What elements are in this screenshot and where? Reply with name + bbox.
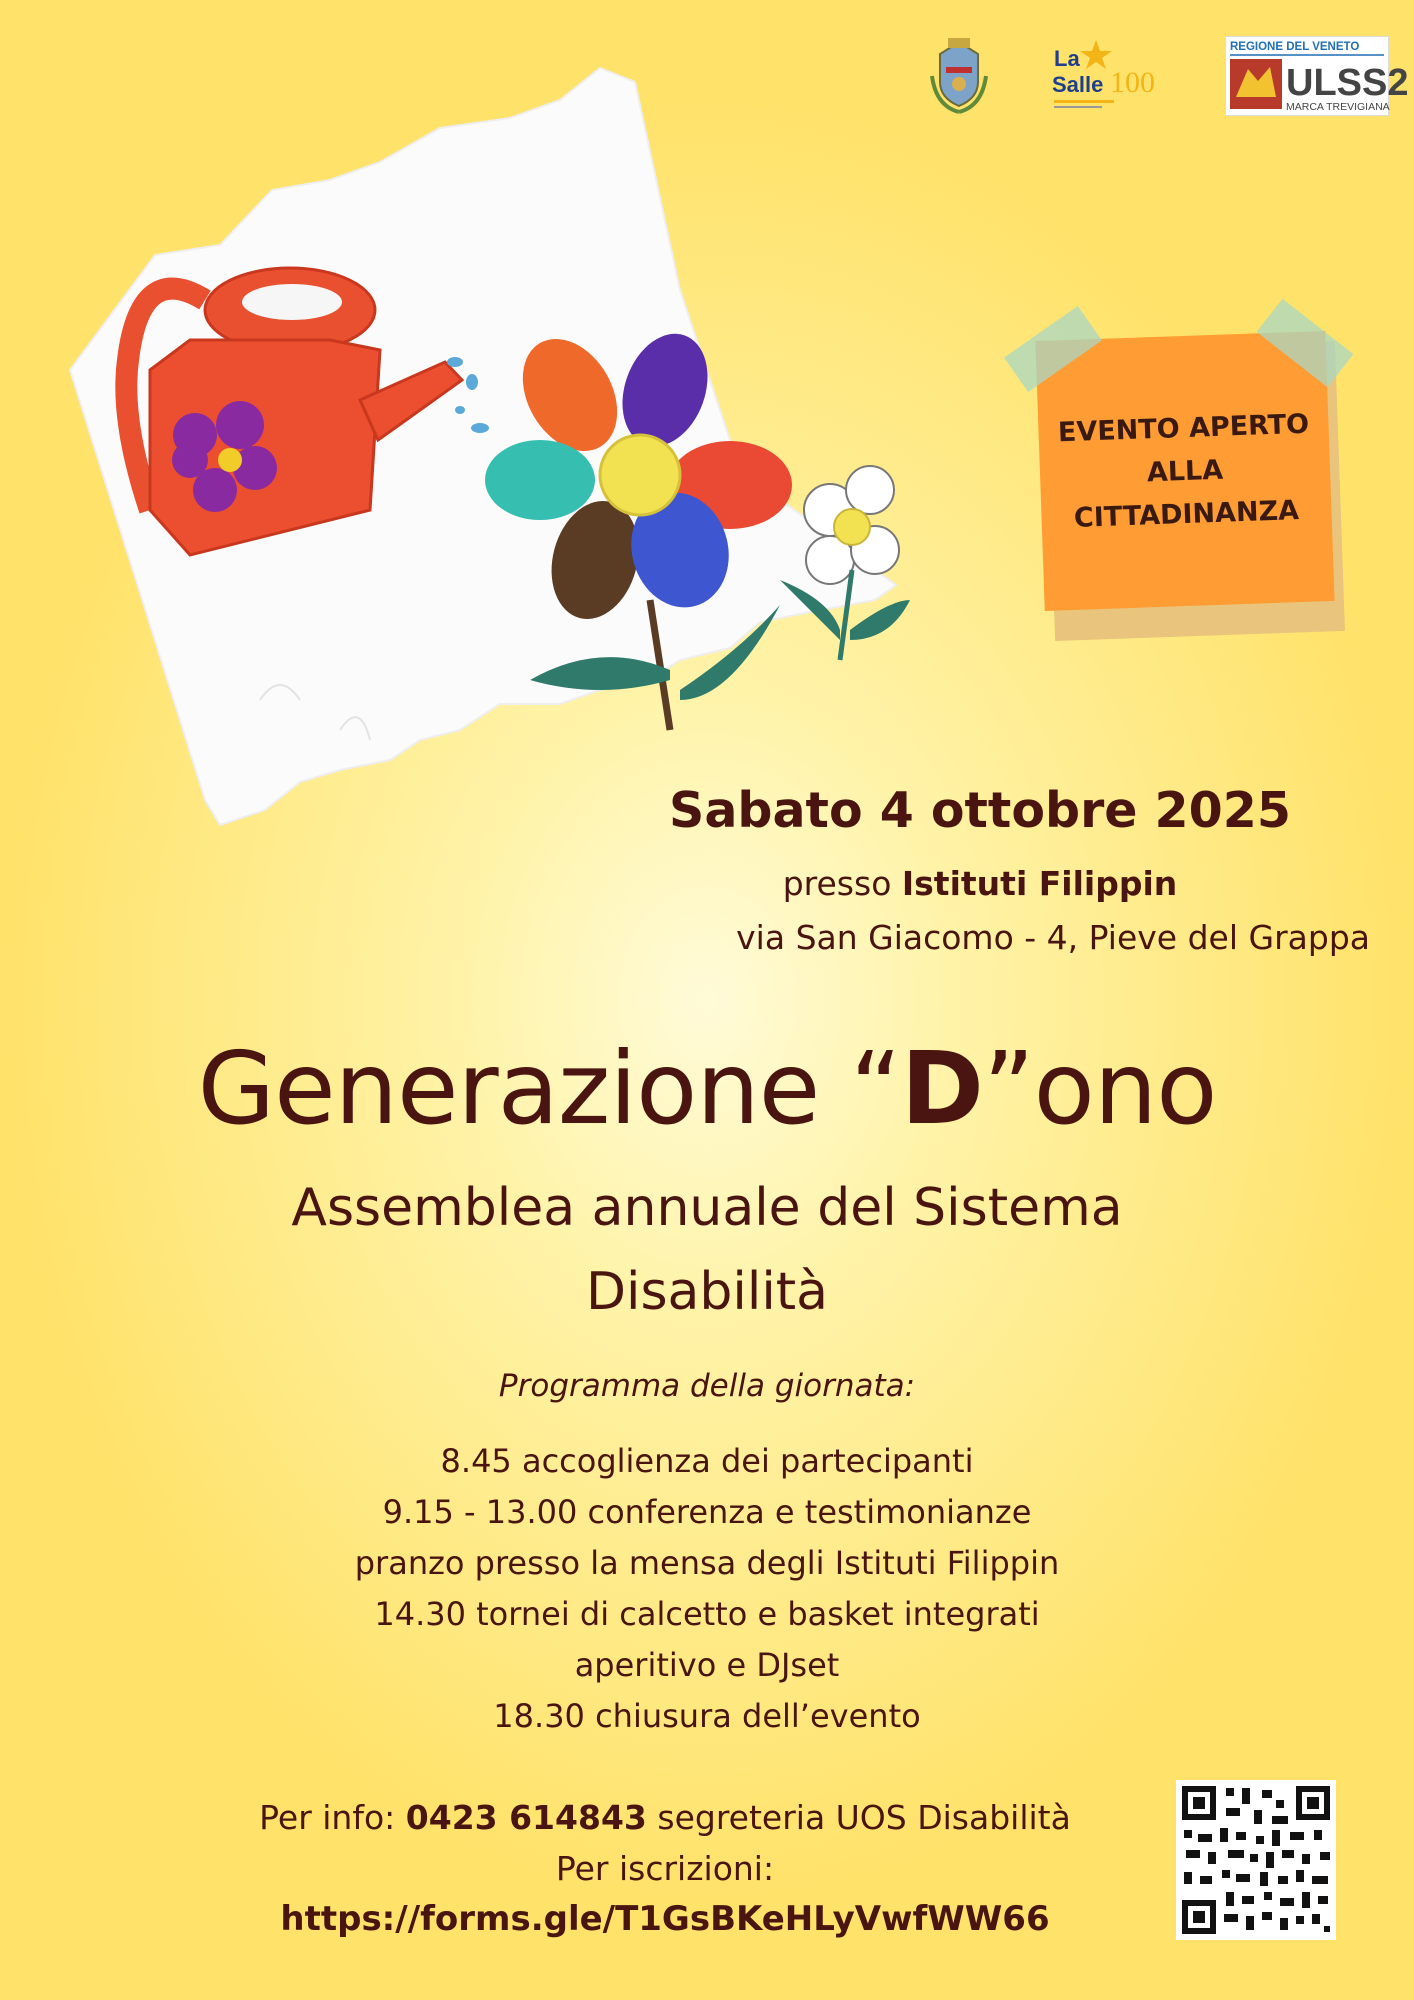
- sticky-note-paper: [1035, 331, 1334, 611]
- venue-prefix: presso: [782, 864, 892, 903]
- program-item: 9.15 - 13.00 conferenza e testimonianze: [382, 1493, 1032, 1531]
- program-item: 18.30 chiusura dell’evento: [493, 1697, 921, 1735]
- subtitle-line-2: Disabilità: [585, 1262, 829, 1322]
- program-heading: Programma della giornata:: [498, 1368, 916, 1404]
- qr-code[interactable]: [1176, 1780, 1336, 1940]
- open-event-sticky-note: [1010, 318, 1350, 638]
- lasalle-logo: [1050, 36, 1170, 116]
- lasalle-top-text: La: [1054, 46, 1080, 71]
- event-address: via San Giacomo - 4, Pieve del Grappa: [736, 918, 1370, 957]
- info-line: [0, 1792, 1330, 1843]
- event-date: Sabato 4 ottobre 2025: [669, 782, 1291, 839]
- program-list: [0, 1436, 1414, 1742]
- title-part2: ”ono: [982, 1030, 1217, 1147]
- event-subtitle: [0, 1166, 1414, 1334]
- lasalle-bottom-text: Salle: [1052, 72, 1104, 97]
- ulss-name-text: ULSS2: [1286, 62, 1409, 104]
- ulss2-logo: [1225, 36, 1409, 116]
- venue-name: Istituti Filippin: [901, 864, 1178, 903]
- title-highlight: D: [900, 1030, 983, 1147]
- subtitle-line-1: Assemblea annuale del Sistema: [291, 1178, 1123, 1238]
- program-item: aperitivo e DJset: [574, 1646, 840, 1684]
- ulss-region-text: REGIONE DEL VENETO: [1230, 41, 1360, 53]
- info-label: Per info:: [259, 1798, 396, 1837]
- signup-label: Per iscrizioni:: [555, 1849, 775, 1888]
- child-drawing-watering-can-flowers: [40, 40, 940, 860]
- phone-description: segreteria UOS Disabilità: [657, 1798, 1071, 1837]
- contact-info: [0, 1792, 1330, 1945]
- lasalle-number-text: 100: [1110, 66, 1155, 99]
- sticky-note-text: EVENTO APERTO ALLA CITTADINANZA: [1057, 408, 1310, 534]
- phone-number[interactable]: 0423 614843: [405, 1798, 647, 1837]
- event-title: [0, 1030, 1414, 1147]
- program-item: 8.45 accoglienza dei partecipanti: [440, 1442, 974, 1480]
- ulss-area-text: MARCA TREVIGIANA: [1286, 101, 1390, 113]
- event-venue: [640, 864, 1320, 903]
- program-item: 14.30 tornei di calcetto e basket integrati: [374, 1595, 1040, 1633]
- signup-link[interactable]: https://forms.gle/T1GsBKeHLyVwfWW66: [280, 1899, 1050, 1939]
- program-item: pranzo presso la mensa degli Istituti Filippin: [354, 1544, 1060, 1582]
- title-part1: Generazione “: [197, 1030, 901, 1147]
